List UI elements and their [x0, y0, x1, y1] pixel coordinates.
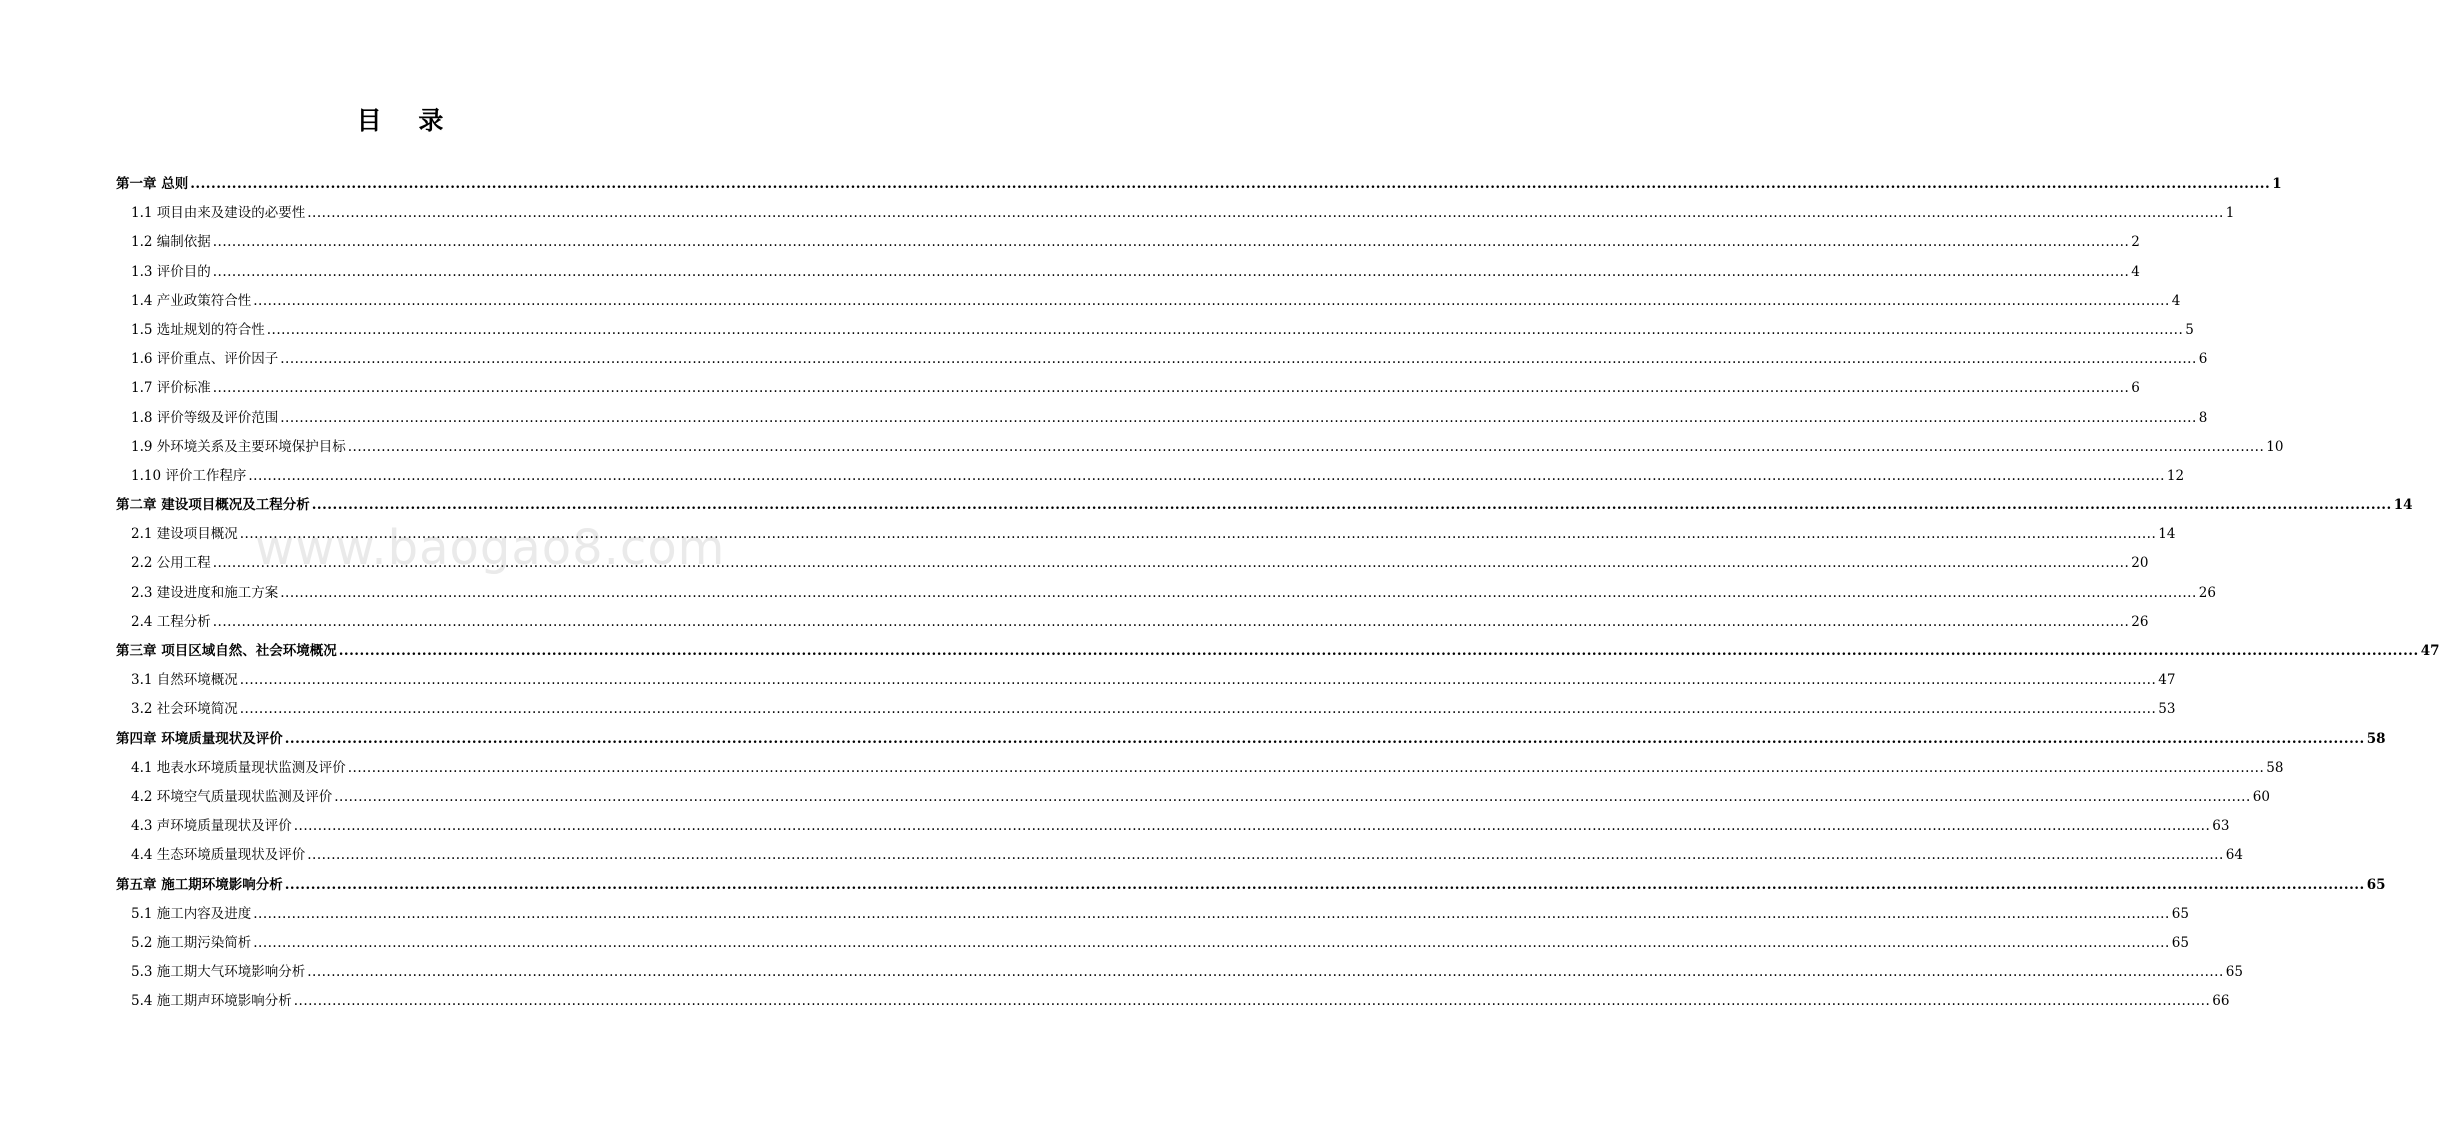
dot-leader: ................................................................................................................................................................................................................................................................................................................................................................................................................ [239, 526, 2157, 543]
toc-entry-label: 第二章 建设项目概况及工程分析 [116, 497, 310, 514]
dot-leader: ................................................................................................................................................................................................................................................................................................................................................................................................................ [212, 234, 2130, 251]
toc-section-entry[interactable] [0, 201, 2235, 230]
toc-section-entry[interactable] [0, 960, 2243, 989]
dot-leader: ................................................................................................................................................................................................................................................................................................................................................................................................................ [190, 176, 2271, 192]
toc-chapter-entry[interactable] [0, 172, 2282, 201]
toc-section-entry[interactable] [0, 289, 2181, 318]
toc-entry-label: 3.2 社会环境简况 [131, 701, 238, 718]
toc-entry-label: 1.5 选址规划的符合性 [131, 321, 265, 338]
toc-entry-page-number: 65 [2225, 964, 2243, 981]
toc-section-entry[interactable] [0, 230, 2140, 259]
dot-leader: ................................................................................................................................................................................................................................................................................................................................................................................................................ [253, 292, 2170, 309]
dot-leader: ................................................................................................................................................................................................................................................................................................................................................................................................................ [212, 380, 2130, 397]
toc-entry-label: 第一章 总则 [116, 176, 189, 192]
toc-entry-page-number: 12 [2166, 467, 2185, 484]
toc-entry-label: 4.4 生态环境质量现状及评价 [131, 847, 306, 864]
dot-leader: ................................................................................................................................................................................................................................................................................................................................................................................................................ [212, 263, 2130, 280]
toc-entry-label: 5.1 施工内容及进度 [131, 905, 252, 922]
toc-entry-label: 4.3 声环境质量现状及评价 [131, 818, 292, 835]
toc-section-entry[interactable] [0, 347, 2208, 376]
toc-section-entry[interactable] [0, 522, 2176, 551]
dot-leader: ................................................................................................................................................................................................................................................................................................................................................................................................................ [334, 788, 2251, 805]
toc-entry-label: 5.3 施工期大气环境影响分析 [131, 964, 306, 981]
toc-entry-page-number: 47 [2420, 643, 2439, 659]
toc-entry-label: 1.7 评价标准 [131, 380, 211, 397]
toc-entry-page-number: 1 [2272, 176, 2282, 192]
toc-entry-page-number: 65 [2366, 876, 2386, 893]
toc-section-entry[interactable] [0, 785, 2270, 814]
dot-leader: ................................................................................................................................................................................................................................................................................................................................................................................................................ [280, 351, 2197, 368]
toc-entry-label: 1.9 外环境关系及主要环境保护目标 [131, 438, 346, 455]
toc-entry-label: 第五章 施工期环境影响分析 [116, 876, 283, 893]
toc-entry-page-number: 14 [2393, 497, 2413, 514]
toc-section-entry[interactable] [0, 902, 2189, 931]
dot-leader: ................................................................................................................................................................................................................................................................................................................................................................................................................ [239, 672, 2157, 689]
dot-leader: ................................................................................................................................................................................................................................................................................................................................................................................................................ [212, 613, 2130, 630]
toc-entry-label: 第四章 环境质量现状及评价 [116, 730, 283, 747]
toc-entry-label: 2.1 建设项目概况 [131, 526, 238, 543]
toc-section-entry[interactable] [0, 989, 2230, 1018]
toc-entry-page-number: 8 [2198, 409, 2208, 426]
dot-leader: ................................................................................................................................................................................................................................................................................................................................................................................................................ [347, 438, 2265, 455]
dot-leader: ................................................................................................................................................................................................................................................................................................................................................................................................................ [307, 847, 2224, 864]
toc-section-entry[interactable] [0, 551, 2149, 580]
dot-leader: ................................................................................................................................................................................................................................................................................................................................................................................................................ [311, 497, 2392, 514]
toc-entry-page-number: 63 [2212, 818, 2230, 835]
toc-section-entry[interactable] [0, 260, 2140, 289]
toc-entry-label: 1.3 评价目的 [131, 263, 211, 280]
toc-entry-label: 4.1 地表水环境质量现状监测及评价 [131, 759, 346, 776]
toc-entry-page-number: 64 [2225, 847, 2243, 864]
toc-entry-page-number: 1 [2225, 205, 2235, 222]
dot-leader: ................................................................................................................................................................................................................................................................................................................................................................................................................ [212, 555, 2130, 572]
toc-entry-page-number: 58 [2266, 759, 2284, 776]
toc-chapter-entry[interactable] [0, 873, 2386, 902]
toc-entry-page-number: 5 [2185, 321, 2194, 338]
toc-entry-page-number: 53 [2158, 701, 2176, 718]
toc-entry-page-number: 26 [2131, 613, 2149, 630]
toc-section-entry[interactable] [0, 581, 2216, 610]
toc-entry-page-number: 26 [2198, 584, 2216, 601]
toc-entry-page-number: 47 [2158, 672, 2176, 689]
toc-chapter-entry[interactable] [0, 727, 2386, 756]
toc-section-entry[interactable] [0, 318, 2194, 347]
toc-section-entry[interactable] [0, 814, 2230, 843]
toc-entry-label: 第三章 项目区域自然、社会环境概况 [116, 643, 337, 659]
toc-entry-label: 5.4 施工期声环境影响分析 [131, 993, 292, 1010]
page-title: 目 录 [356, 106, 458, 135]
toc-entry-page-number: 14 [2158, 526, 2176, 543]
toc-section-entry[interactable] [0, 697, 2176, 726]
toc-section-entry[interactable] [0, 931, 2189, 960]
toc-section-entry[interactable] [0, 668, 2176, 697]
toc-section-entry[interactable] [0, 610, 2149, 639]
toc-entry-page-number: 4 [2131, 263, 2140, 280]
table-of-contents [0, 172, 2439, 1018]
toc-entry-label: 1.8 评价等级及评价范围 [131, 409, 279, 426]
toc-entry-page-number: 2 [2131, 234, 2140, 251]
dot-leader: ................................................................................................................................................................................................................................................................................................................................................................................................................ [347, 759, 2265, 776]
toc-entry-label: 2.4 工程分析 [131, 613, 211, 630]
toc-entry-page-number: 10 [2266, 438, 2284, 455]
dot-leader: ................................................................................................................................................................................................................................................................................................................................................................................................................ [253, 905, 2170, 922]
watermark: www.baogao8.com [255, 520, 726, 576]
toc-entry-label: 5.2 施工期污染简析 [131, 934, 252, 951]
toc-entry-label: 1.10 评价工作程序 [131, 467, 247, 484]
toc-section-entry[interactable] [0, 843, 2243, 872]
toc-entry-page-number: 66 [2212, 993, 2230, 1010]
toc-entry-page-number: 6 [2131, 380, 2140, 397]
dot-leader: ................................................................................................................................................................................................................................................................................................................................................................................................................ [338, 643, 2419, 659]
dot-leader: ................................................................................................................................................................................................................................................................................................................................................................................................................ [248, 467, 2165, 484]
toc-entry-label: 1.4 产业政策符合性 [131, 292, 252, 309]
dot-leader: ................................................................................................................................................................................................................................................................................................................................................................................................................ [293, 993, 2211, 1010]
dot-leader: ................................................................................................................................................................................................................................................................................................................................................................................................................ [293, 818, 2211, 835]
toc-entry-page-number: 60 [2252, 788, 2270, 805]
dot-leader: ................................................................................................................................................................................................................................................................................................................................................................................................................ [284, 876, 2365, 893]
toc-entry-page-number: 4 [2171, 292, 2181, 309]
toc-section-entry[interactable] [0, 435, 2284, 464]
toc-entry-page-number: 6 [2198, 351, 2208, 368]
dot-leader: ................................................................................................................................................................................................................................................................................................................................................................................................................ [307, 205, 2224, 222]
dot-leader: ................................................................................................................................................................................................................................................................................................................................................................................................................ [280, 409, 2197, 426]
toc-section-entry[interactable] [0, 756, 2284, 785]
toc-entry-label: 2.3 建设进度和施工方案 [131, 584, 279, 601]
toc-entry-label: 1.2 编制依据 [131, 234, 211, 251]
toc-entry-page-number: 65 [2171, 934, 2189, 951]
toc-entry-label: 1.6 评价重点、评价因子 [131, 351, 279, 368]
dot-leader: ................................................................................................................................................................................................................................................................................................................................................................................................................ [266, 321, 2184, 338]
toc-entry-label: 1.1 项目由来及建设的必要性 [131, 205, 306, 222]
toc-chapter-entry[interactable] [0, 639, 2439, 668]
toc-entry-label: 2.2 公用工程 [131, 555, 211, 572]
toc-entry-label: 3.1 自然环境概况 [131, 672, 238, 689]
toc-entry-page-number: 58 [2366, 730, 2386, 747]
toc-entry-label: 4.2 环境空气质量现状监测及评价 [131, 788, 333, 805]
toc-section-entry[interactable] [0, 376, 2140, 405]
dot-leader: ................................................................................................................................................................................................................................................................................................................................................................................................................ [280, 584, 2197, 601]
toc-chapter-entry[interactable] [0, 493, 2413, 522]
dot-leader: ................................................................................................................................................................................................................................................................................................................................................................................................................ [307, 964, 2224, 981]
dot-leader: ................................................................................................................................................................................................................................................................................................................................................................................................................ [253, 934, 2170, 951]
toc-entry-page-number: 65 [2171, 905, 2189, 922]
toc-section-entry[interactable] [0, 406, 2208, 435]
toc-section-entry[interactable] [0, 464, 2185, 493]
dot-leader: ................................................................................................................................................................................................................................................................................................................................................................................................................ [239, 701, 2157, 718]
toc-entry-page-number: 20 [2131, 555, 2149, 572]
dot-leader: ................................................................................................................................................................................................................................................................................................................................................................................................................ [284, 730, 2365, 747]
